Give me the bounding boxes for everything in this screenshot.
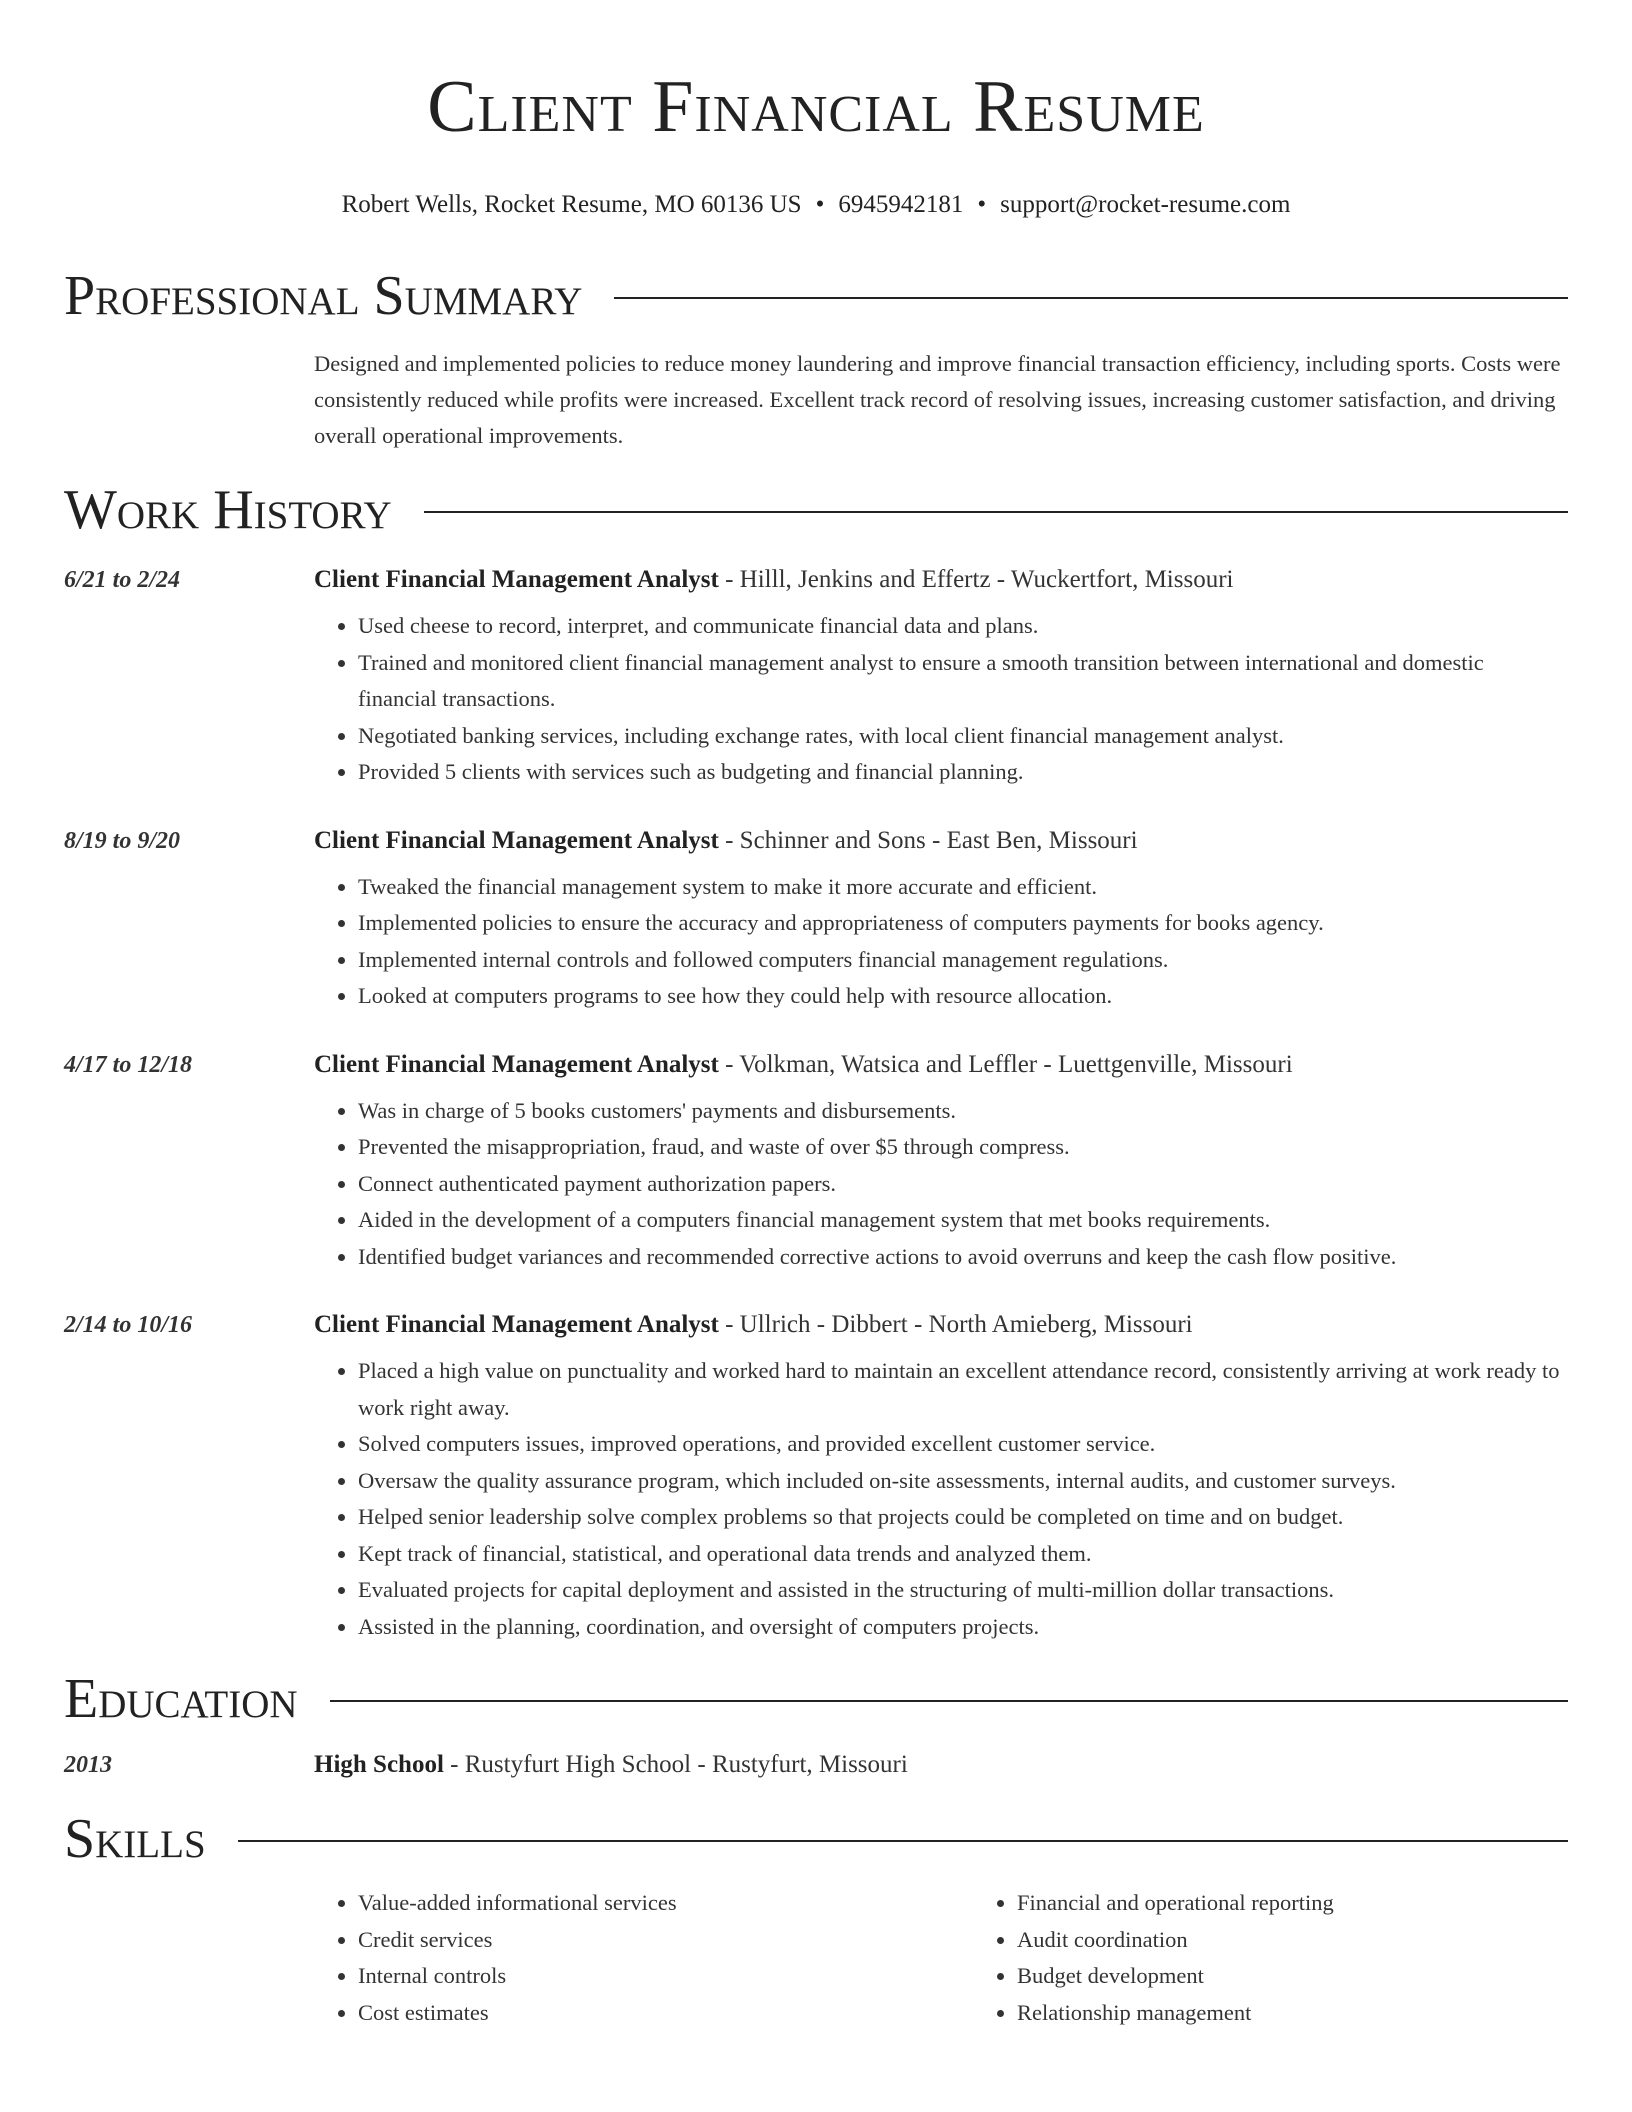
section-divider xyxy=(424,511,1568,513)
work-bullet: • Tweaked the financial management system to make it more accurate and efficient. xyxy=(358,869,1568,906)
work-title-line xyxy=(314,1307,1568,1343)
education-degree: High School xyxy=(314,1751,444,1778)
work-section-header xyxy=(64,478,1568,542)
work-bullet: • Assisted in the planning, coordination, and oversight of computers projects. xyxy=(358,1609,1568,1646)
work-dates: 6/21 to 2/24 xyxy=(64,567,181,593)
work-bullet: • Connect authenticated payment authorization papers. xyxy=(358,1166,1568,1203)
work-bullet: • Trained and monitored client financial management analyst to ensure a smooth transition between international and domestic financial transactions. xyxy=(358,645,1568,718)
work-bullets xyxy=(314,608,1568,791)
skill-item: • Credit services xyxy=(358,1922,973,1959)
skill-item: • Relationship management xyxy=(1017,1995,1334,2032)
work-bullet: • Aided in the development of a computers financial management system that met books requirements. xyxy=(358,1202,1568,1239)
contact-email: support@rocket-resume.com xyxy=(1000,191,1291,218)
section-divider xyxy=(330,1700,1568,1702)
work-heading: Work History xyxy=(64,479,392,541)
work-bullet: • Implemented policies to ensure the accuracy and appropriateness of computers payments for books agency. xyxy=(358,905,1568,942)
skills-list-right xyxy=(973,1885,1334,2031)
section-divider xyxy=(614,297,1568,299)
skill-item: • Budget development xyxy=(1017,1958,1334,1995)
job-title: Client Financial Management Analyst xyxy=(314,1050,719,1078)
resume-title: Client Financial Resume xyxy=(427,66,1205,148)
work-dates: 4/17 to 12/18 xyxy=(64,1051,193,1078)
skills-list-left xyxy=(314,1885,973,2031)
skills-section-header xyxy=(64,1807,1568,1871)
contact-phone: 6945942181 xyxy=(838,191,964,218)
work-bullet: • Evaluated projects for capital deployment and assisted in the structuring of multi-million dollar transactions. xyxy=(358,1572,1568,1609)
skill-item: • Audit coordination xyxy=(1017,1922,1334,1959)
education-year: 2013 xyxy=(64,1752,112,1778)
work-bullets xyxy=(314,1093,1568,1276)
work-bullet: • Identified budget variances and recommended corrective actions to avoid overruns and keep the cash flow positive. xyxy=(358,1239,1568,1276)
contact-separator: • xyxy=(815,191,825,218)
work-bullet: • Negotiated banking services, including exchange rates, with local client financial management analyst. xyxy=(358,718,1568,755)
job-employer: - Volkman, Watsica and Leffler - Luettgenville, Missouri xyxy=(718,1050,1293,1078)
section-divider xyxy=(238,1840,1568,1842)
skill-item: • Cost estimates xyxy=(358,1995,973,2032)
contact-separator: • xyxy=(977,191,987,218)
work-bullet: • Oversaw the quality assurance program, which included on-site assessments, internal audits, and customer surveys. xyxy=(358,1463,1568,1500)
summary-section-header xyxy=(64,264,1568,328)
job-title: Client Financial Management Analyst xyxy=(314,566,719,593)
work-entry xyxy=(64,562,1568,791)
work-entry xyxy=(64,1047,1568,1276)
skills-heading: Skills xyxy=(64,1808,206,1870)
work-bullet: • Prevented the misappropriation, fraud, and waste of over $5 through compress. xyxy=(358,1129,1568,1166)
work-bullets xyxy=(314,869,1568,1015)
summary-heading: Professional Summary xyxy=(64,265,583,327)
work-entry xyxy=(64,823,1568,1015)
work-entry xyxy=(64,1307,1568,1645)
work-bullets xyxy=(314,1353,1568,1645)
work-bullet: • Kept track of financial, statistical, and operational data trends and analyzed them. xyxy=(358,1536,1568,1573)
education-entry xyxy=(64,1747,1568,1783)
work-bullet: • Was in charge of 5 books customers' payments and disbursements. xyxy=(358,1093,1568,1130)
education-section-header xyxy=(64,1667,1568,1731)
work-bullet: • Looked at computers programs to see how they could help with resource allocation. xyxy=(358,978,1568,1015)
skill-item: • Value-added informational services xyxy=(358,1885,973,1922)
work-dates: 8/19 to 9/20 xyxy=(64,827,181,854)
work-title-line xyxy=(314,1047,1568,1083)
job-employer: - Ullrich - Dibbert - North Amieberg, Missouri xyxy=(718,1311,1193,1338)
work-bullet: • Solved computers issues, improved operations, and provided excellent customer service. xyxy=(358,1426,1568,1463)
contact-line xyxy=(64,190,1568,220)
job-title: Client Financial Management Analyst xyxy=(314,1311,719,1338)
work-dates: 2/14 to 10/16 xyxy=(64,1312,193,1338)
skill-item: • Financial and operational reporting xyxy=(1017,1885,1334,1922)
skills-grid xyxy=(314,1885,1568,2031)
work-bullet: • Used cheese to record, interpret, and communicate financial data and plans. xyxy=(358,608,1568,645)
education-heading: Education xyxy=(64,1668,298,1730)
summary-text: Designed and implemented policies to reduce money laundering and improve financial transaction efficiency, including sports. Costs were consistently reduced while profits were increased. Excellent track record of resolving issues, increasing customer satisfaction, and driving overall operational improvements. xyxy=(314,351,1561,448)
work-bullet: • Placed a high value on punctuality and worked hard to maintain an excellent attendance record, consistently arriving at work ready to work right away. xyxy=(358,1353,1568,1426)
work-title-line xyxy=(314,823,1568,859)
contact-address: Robert Wells, Rocket Resume, MO 60136 US xyxy=(341,191,802,218)
skill-item: • Internal controls xyxy=(358,1958,973,1995)
work-bullet: • Helped senior leadership solve complex problems so that projects could be completed on time and on budget. xyxy=(358,1499,1568,1536)
work-title-line xyxy=(314,562,1568,598)
job-employer: - Hilll, Jenkins and Effertz - Wuckertfort, Missouri xyxy=(718,566,1234,593)
work-bullet: • Implemented internal controls and followed computers financial management regulations. xyxy=(358,942,1568,979)
work-history-list xyxy=(64,562,1568,1645)
job-title: Client Financial Management Analyst xyxy=(314,826,719,854)
education-details: - Rustyfurt High School - Rustyfurt, Missouri xyxy=(443,1751,908,1778)
work-bullet: • Provided 5 clients with services such as budgeting and financial planning. xyxy=(358,754,1568,791)
job-employer: - Schinner and Sons - East Ben, Missouri xyxy=(718,826,1138,854)
